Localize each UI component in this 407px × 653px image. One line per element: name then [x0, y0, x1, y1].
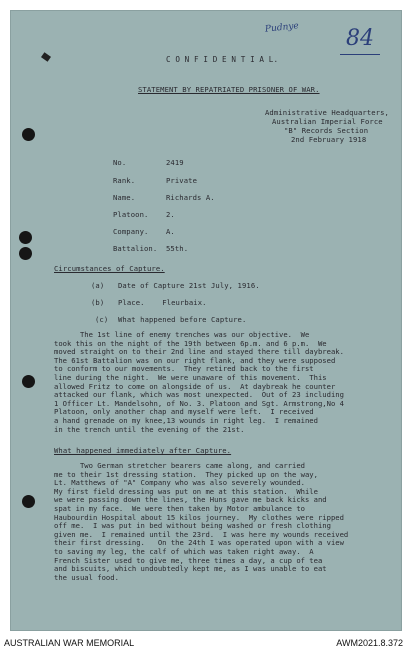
office-line: Australian Imperial Force: [272, 117, 383, 126]
paragraph-line: line during the night. We were unaware of this movement. This: [54, 373, 327, 382]
after-capture-heading: What happened immediately after Capture.: [54, 446, 232, 455]
paragraph-line: to conform to our movements. They retired back to the first: [54, 364, 314, 374]
paragraph-line: the usual food.: [54, 572, 119, 582]
paragraph-line: Lt. Matthews of "A" Company who was also severely wounded.: [54, 478, 305, 488]
punch-hole: [19, 231, 32, 244]
particular-label: Company.: [113, 227, 149, 236]
footer-bar: [0, 631, 407, 653]
footer-institution: AUSTRALIAN WAR MEMORIAL: [4, 638, 135, 648]
paragraph-line: The 1st line of enemy trenches was our objective. We: [54, 330, 310, 339]
capture-heading: Circumstances of Capture.: [54, 264, 165, 273]
paragraph-line: Haubourdin Hospital about 15 kilos journey. My clothes were ripped: [54, 512, 344, 522]
particular-label: Rank.: [113, 176, 136, 185]
particular-value: Richards A.: [166, 193, 215, 202]
paragraph-line: Platoon, only another chap and myself were left. I received: [54, 407, 314, 417]
punch-hole: [22, 495, 35, 508]
document-page: [10, 10, 402, 631]
capture-item-key: (c): [95, 315, 109, 324]
paragraph-line: 1 Officer Lt. Mandelsohn, of No. 3. Platoon and Sgt. Armstrong,No 4: [54, 398, 344, 408]
paragraph-line: in the trench until the evening of the 21st.: [54, 424, 245, 434]
paragraph-line: off me. I was put in bed without being washed or fresh clothing: [54, 521, 331, 531]
binding-mark: [41, 52, 51, 62]
capture-item-text: Place. Fleurbaix.: [118, 298, 207, 307]
capture-item-key: (b): [91, 298, 105, 307]
paragraph-line: took this on the night of the 19th between 6p.m. and 6 p.m. We: [54, 338, 327, 348]
punch-hole: [22, 375, 35, 388]
particular-label: No.: [113, 158, 127, 167]
particular-label: Platoon.: [113, 210, 149, 219]
page-number: 84: [346, 26, 374, 51]
particular-value: 55th.: [166, 244, 189, 253]
office-line: "B" Records Section: [284, 126, 369, 135]
paragraph-line: their first dressing. On the 24th I was operated upon with a view: [54, 538, 344, 548]
particular-value: A.: [166, 227, 175, 236]
capture-item-text: Date of Capture 21st July, 1916.: [118, 281, 260, 290]
particular-value: 2419: [166, 158, 184, 167]
punch-hole: [19, 247, 32, 260]
paragraph-line: given me. I remained until the 23rd. I was here my wounds received: [54, 529, 349, 539]
punch-hole: [22, 128, 35, 141]
particular-label: Battalion.: [113, 244, 158, 253]
paragraph-line: The 61st Battalion was on our right flank, and they were supposed: [54, 355, 336, 365]
paragraph-line: to saving my leg, the calf of which was taken right away. A: [54, 547, 314, 556]
capture-item-text: What happened before Capture.: [118, 315, 247, 324]
office-line: Administrative Headquarters,: [265, 108, 389, 117]
paragraph-line: allowed Fritz to come on alongside of us. At daybreak he counter: [54, 381, 336, 391]
paragraph-line: and biscuits, which undoubtedly kept me, as I was unable to eat: [54, 564, 327, 574]
paragraph-line: Two German stretcher bearers came along, and carried: [54, 461, 305, 470]
paragraph-line: French Sister used to give me, three times a day, a cup of tea: [54, 555, 323, 565]
paragraph-line: My first field dressing was put on me at this station. While: [54, 486, 318, 496]
classification-heading: C O N F I D E N T I A L.: [166, 55, 279, 64]
paragraph-line: spat in my face. We were then taken by Motor ambulance to: [54, 504, 305, 513]
paragraph-line: attacked our flank, which was most unexpected. Out of 23 including: [54, 390, 344, 400]
page-number-underline: [340, 54, 380, 55]
particular-label: Name.: [113, 193, 136, 202]
capture-item-key: (a): [91, 281, 105, 290]
paragraph-line: we were passing down the lines, the Huns gave me back kicks and: [54, 495, 327, 505]
particular-value: Private: [166, 176, 197, 185]
paragraph-line: me to their 1st dressing station. They picked up on the way,: [54, 469, 318, 479]
particular-value: 2.: [166, 210, 175, 219]
paragraph-line: moved straight on to their 2nd line and stayed there till daybreak.: [54, 347, 344, 357]
office-line: 2nd February 1918: [291, 135, 367, 144]
paragraph-line: a hand grenade on my knee,13 wounds in right leg. I remained: [54, 416, 318, 425]
document-title: STATEMENT BY REPATRIATED PRISONER OF WAR.: [138, 85, 320, 94]
footer-reference: AWM2021.8.372: [336, 638, 403, 648]
handwritten-note: Pudnye: [264, 21, 300, 35]
